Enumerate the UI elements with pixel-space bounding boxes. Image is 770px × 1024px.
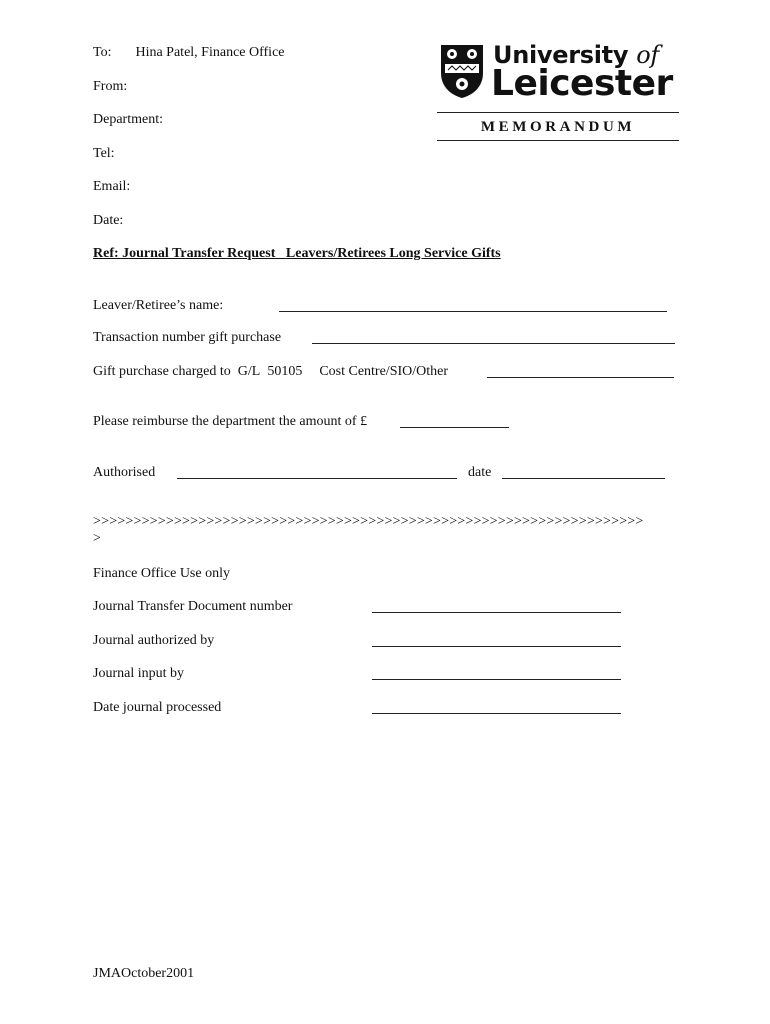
ref-part1: Ref: Journal Transfer Request <box>93 246 276 261</box>
department-label: Department: <box>93 112 163 127</box>
memo-title: MEMORANDUM <box>480 119 636 135</box>
authorised-field[interactable] <box>177 466 457 479</box>
transaction-number-field[interactable] <box>312 331 675 344</box>
university-shield-icon <box>439 43 485 99</box>
gift-charged-label: Gift purchase charged to <box>93 364 231 379</box>
tel-label: Tel: <box>93 146 115 161</box>
cost-centre-label: Cost Centre/SIO/Other <box>319 364 449 379</box>
authorised-label: Authorised <box>93 465 156 480</box>
to-value: Hina Patel, Finance Office <box>135 45 285 60</box>
date-label: Date: <box>93 213 124 228</box>
footer-code: JMAOctober2001 <box>93 966 195 981</box>
gl-label: G/L <box>237 364 261 379</box>
leaver-name-label: Leaver/Retiree’s name: <box>93 298 224 313</box>
authorized-by-label: Journal authorized by <box>93 633 215 648</box>
to-row <box>93 45 285 61</box>
separator-line: >>>>>>>>>>>>>>>>>>>>>>>>>>>>>>>>>>>>>>>>>>>>>>>>>>>>>>>>>>>>>>>>>>>> <box>93 514 644 529</box>
authorized-by-field[interactable] <box>372 634 621 647</box>
cost-centre-field[interactable] <box>487 365 674 378</box>
input-by-label: Journal input by <box>93 666 184 681</box>
to-label: To: <box>93 45 112 60</box>
date-processed-label: Date journal processed <box>93 700 222 715</box>
doc-number-label: Journal Transfer Document number <box>93 599 293 614</box>
reimburse-label: Please reimburse the department the amount of £ <box>93 414 368 429</box>
university-logo <box>437 41 679 104</box>
auth-date-field[interactable] <box>502 466 665 479</box>
date-processed-field[interactable] <box>372 701 621 714</box>
memo-rule-bottom <box>437 140 679 141</box>
email-label: Email: <box>93 179 131 194</box>
ref-heading <box>93 246 501 262</box>
leaver-name-field[interactable] <box>279 299 667 312</box>
from-label: From: <box>93 79 128 94</box>
finance-title: Finance Office Use only <box>93 566 230 581</box>
transaction-label: Transaction number gift purchase <box>93 330 282 345</box>
separator-line-end: > <box>93 531 101 546</box>
auth-date-label: date <box>468 465 492 480</box>
logo-text-leicester: Leicester <box>491 63 673 104</box>
ref-part2: Leavers/Retirees Long Service Gifts <box>285 246 501 261</box>
gift-charged-row <box>93 364 448 380</box>
reimburse-amount-field[interactable] <box>400 415 509 428</box>
doc-number-field[interactable] <box>372 600 621 613</box>
input-by-field[interactable] <box>372 667 621 680</box>
gl-value: 50105 <box>267 364 303 379</box>
memo-rule-top <box>437 112 679 113</box>
logo-text-of: of <box>636 41 659 69</box>
logo-text-university: University of <box>493 41 659 69</box>
